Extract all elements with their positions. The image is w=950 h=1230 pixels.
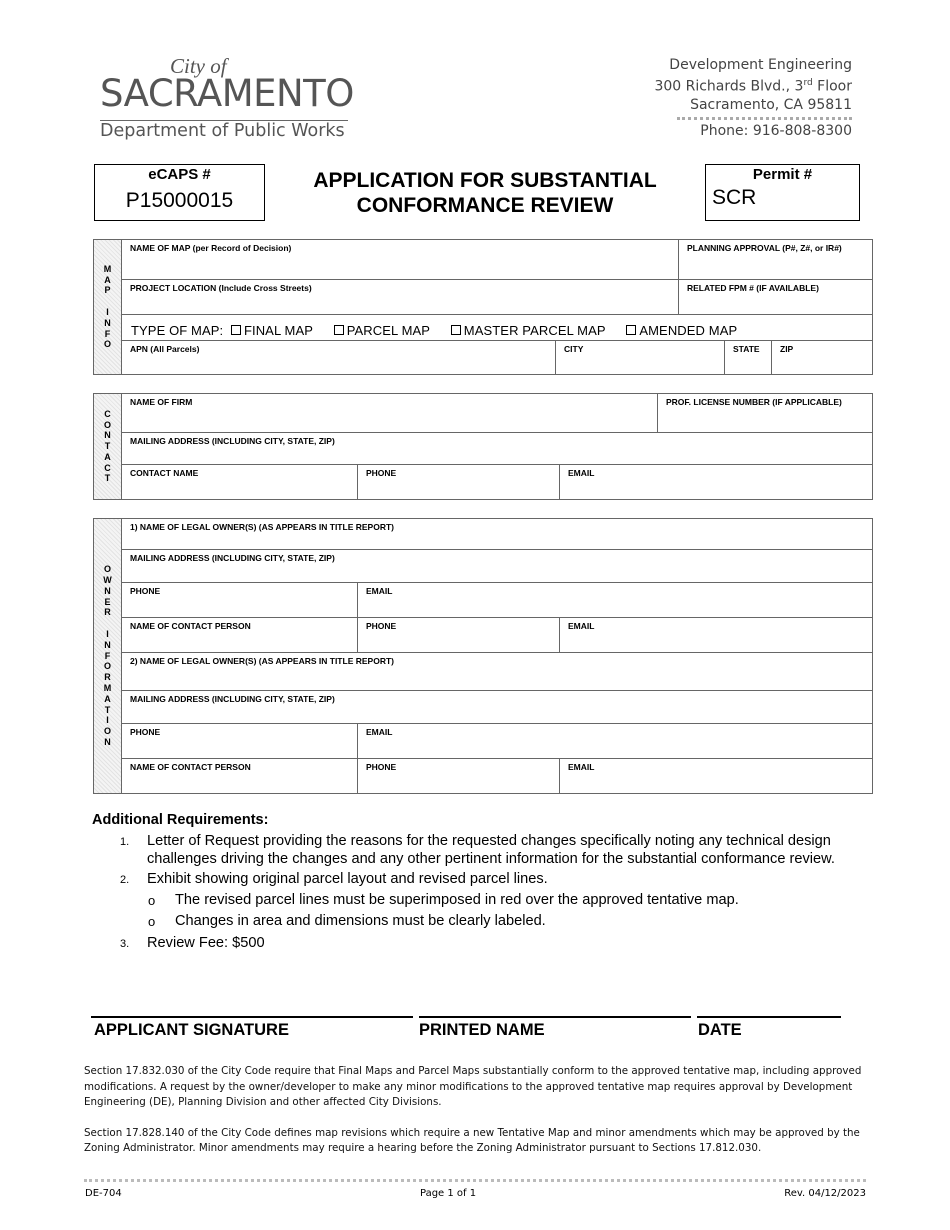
- contact-side-label: C O N T A C T: [94, 394, 122, 499]
- owner2-contact-phone-field[interactable]: PHONE: [358, 759, 560, 794]
- prof-license-field[interactable]: PROF. LICENSE NUMBER (IF APPLICABLE): [666, 397, 842, 407]
- owner1-contact-email-field[interactable]: EMAIL: [568, 621, 595, 631]
- zip-field[interactable]: ZIP: [780, 344, 794, 354]
- requirements-list: [120, 833, 840, 956]
- final-map-checkbox[interactable]: FINAL MAP: [227, 323, 313, 338]
- permit-value[interactable]: SCR: [712, 186, 757, 209]
- type-of-map-label: TYPE OF MAP:: [131, 323, 224, 338]
- contact-mailing-address-field[interactable]: MAILING ADDRESS (INCLUDING CITY, STATE, ZIP): [130, 436, 335, 446]
- logo-department: Department of Public Works: [100, 121, 345, 141]
- printed-name-label: PRINTED NAME: [419, 1021, 545, 1039]
- requirement-item: 3. Review Fee: $500: [120, 934, 265, 951]
- applicant-signature-line[interactable]: [91, 1016, 413, 1018]
- owner2-mailing-address-field[interactable]: MAILING ADDRESS (INCLUDING CITY, STATE, ZIP): [130, 694, 335, 704]
- requirement-item: 2. Exhibit showing original parcel layout and revised parcel lines.: [120, 871, 548, 888]
- parcel-map-checkbox[interactable]: PARCEL MAP: [330, 323, 430, 338]
- owner1-name-field[interactable]: 1) NAME OF LEGAL OWNER(S) (AS APPEARS IN TITLE REPORT): [130, 522, 394, 532]
- address-city: Sacramento, CA 95811: [690, 96, 852, 113]
- map-info-section: [93, 239, 873, 375]
- department-address: [654, 56, 852, 140]
- owner-side-label: O W N E R I N F O R M A T I O N: [94, 519, 122, 793]
- project-location-field[interactable]: PROJECT LOCATION (Include Cross Streets): [122, 280, 679, 314]
- printed-name-line[interactable]: [419, 1016, 691, 1018]
- owner2-contact-person-field[interactable]: NAME OF CONTACT PERSON: [122, 759, 358, 794]
- code-notes: [84, 1064, 864, 1172]
- form-number: DE-704: [85, 1188, 122, 1199]
- name-of-firm-field[interactable]: NAME OF FIRM: [122, 394, 658, 432]
- page-number: Page 1 of 1: [420, 1188, 477, 1199]
- owner2-email-field[interactable]: EMAIL: [366, 727, 393, 737]
- contact-email-field[interactable]: EMAIL: [568, 468, 595, 478]
- requirement-subitem: o The revised parcel lines must be superimposed in red over the approved tentative map.: [148, 891, 739, 908]
- master-parcel-map-checkbox[interactable]: MASTER PARCEL MAP: [447, 323, 606, 338]
- ecaps-box: [94, 164, 265, 221]
- logo-sacramento: SACRAMENTO: [100, 72, 354, 115]
- revision-date: Rev. 04/12/2023: [784, 1188, 866, 1199]
- permit-label: Permit #: [752, 166, 813, 183]
- city-field[interactable]: CITY: [556, 341, 725, 375]
- owner2-contact-email-field[interactable]: EMAIL: [568, 762, 595, 772]
- amended-map-checkbox[interactable]: AMENDED MAP: [622, 323, 737, 338]
- footer-divider: [84, 1179, 866, 1182]
- ecaps-value[interactable]: P15000015: [125, 189, 234, 212]
- permit-box: [705, 164, 860, 221]
- address-department: Development Engineering: [669, 57, 852, 73]
- form-title: APPLICATION FOR SUBSTANTIAL CONFORMANCE REVIEW: [313, 169, 657, 217]
- date-line[interactable]: [697, 1016, 841, 1018]
- owner2-phone-field[interactable]: PHONE: [122, 724, 358, 758]
- requirements-title: Additional Requirements:: [92, 812, 269, 828]
- contact-section: [93, 393, 873, 500]
- owner1-phone-field[interactable]: PHONE: [122, 583, 358, 617]
- state-field[interactable]: STATE: [725, 341, 772, 375]
- address-phone: Phone: 916-808-8300: [700, 122, 852, 139]
- map-info-side-label: M A P I N F O: [94, 240, 122, 374]
- applicant-signature-label: APPLICANT SIGNATURE: [94, 1021, 289, 1039]
- owner2-name-field[interactable]: 2) NAME OF LEGAL OWNER(S) (AS APPEARS IN TITLE REPORT): [130, 656, 394, 666]
- ecaps-label: eCAPS #: [148, 166, 211, 183]
- note-paragraph: Section 17.828.140 of the City Code defines map revisions which require a new Tentative Map and minor amendments which may be approved by the Zoning Administrator. Minor amendments may require a hearing before the Zoning Administrator pursuant to Sections 17.812.030.: [84, 1126, 860, 1154]
- owner1-email-field[interactable]: EMAIL: [366, 586, 393, 596]
- address-divider: [677, 117, 852, 120]
- note-paragraph: Section 17.832.030 of the City Code require that Final Maps and Parcel Maps substantially conform to the approved tentative map, including approved modifications. A request by the owner/developer to make any minor modifications to the approved tentative map requires approval by Development Engineering (DE), Planning Division and other affected City Divisions.: [84, 1065, 862, 1108]
- planning-approval-field[interactable]: PLANNING APPROVAL (P#, Z#, or IR#): [687, 243, 842, 253]
- owner-information-section: [93, 518, 873, 794]
- type-of-map-row: [122, 315, 872, 342]
- contact-phone-field[interactable]: PHONE: [358, 465, 560, 500]
- owner1-mailing-address-field[interactable]: MAILING ADDRESS (INCLUDING CITY, STATE, ZIP): [130, 553, 335, 563]
- logo-city-of: City of: [170, 54, 227, 78]
- requirement-item: 1. Letter of Request providing the reasons for the requested changes specifically noting any technical design challenges driving the changes and any other pertinent information for the substantial conformance review.: [120, 833, 835, 867]
- apn-field[interactable]: APN (All Parcels): [122, 341, 556, 375]
- date-label: DATE: [698, 1021, 742, 1039]
- address-street: 300 Richards Blvd., 3rd Floor: [654, 78, 852, 95]
- requirement-subitem: o Changes in area and dimensions must be clearly labeled.: [148, 913, 546, 930]
- owner1-contact-person-field[interactable]: NAME OF CONTACT PERSON: [122, 618, 358, 652]
- owner1-contact-phone-field[interactable]: PHONE: [358, 618, 560, 652]
- contact-name-field[interactable]: CONTACT NAME: [122, 465, 358, 500]
- related-fpm-field[interactable]: RELATED FPM # (IF AVAILABLE): [687, 283, 819, 293]
- name-of-map-field[interactable]: NAME OF MAP (per Record of Decision): [122, 240, 679, 279]
- city-logo: [100, 54, 360, 146]
